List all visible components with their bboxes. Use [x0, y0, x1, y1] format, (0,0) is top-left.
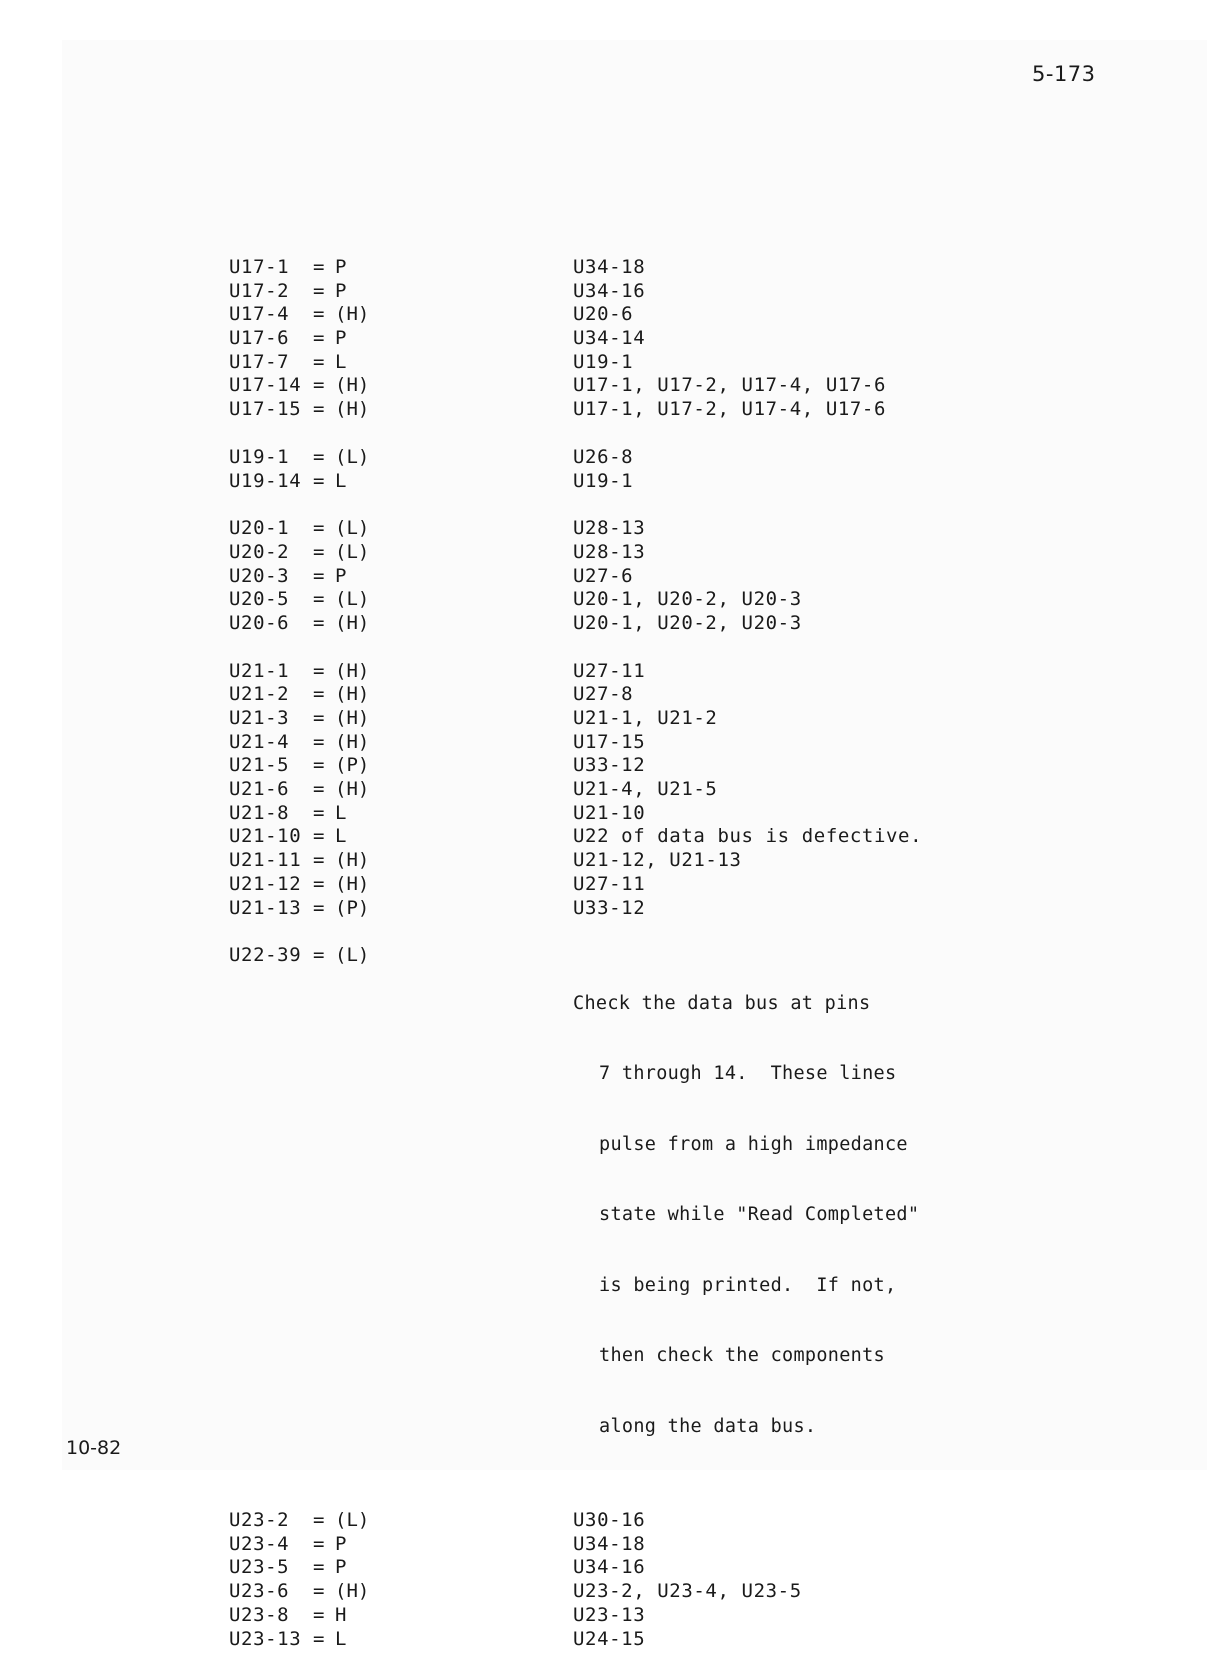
- pin-state: (P): [335, 896, 370, 919]
- pin-group-u20: [229, 517, 989, 635]
- pin-state: (H): [335, 849, 370, 872]
- equals-sign: =: [313, 872, 325, 895]
- equals-sign: =: [313, 303, 325, 326]
- equals-sign: =: [313, 374, 325, 397]
- table-row: [229, 897, 989, 921]
- pin-label: U17-6: [229, 327, 290, 350]
- equals-sign: =: [313, 517, 325, 540]
- pin-state: L: [335, 801, 347, 824]
- equals-sign: =: [313, 1532, 325, 1555]
- pin-group-u19: [229, 446, 989, 493]
- pin-label: U17-4: [229, 303, 290, 326]
- table-row: [229, 660, 989, 684]
- pin-label: U21-4: [229, 730, 290, 753]
- pin-label: U23-13: [229, 1627, 302, 1650]
- equals-sign: =: [313, 896, 325, 919]
- note-line: is being printed. If not,: [599, 1274, 897, 1296]
- pin-group-u17: [229, 256, 989, 422]
- connected-pins: U27-11: [573, 872, 646, 895]
- pin-label: U22-39: [229, 944, 302, 967]
- table-row: [229, 565, 989, 589]
- page-number: 5-173: [1032, 62, 1096, 86]
- connected-pins: U27-6: [573, 564, 634, 587]
- pin-label: U23-5: [229, 1556, 290, 1579]
- equals-sign: =: [313, 825, 325, 848]
- table-row: [229, 256, 989, 280]
- pin-label: U21-5: [229, 754, 290, 777]
- note-line: state while "Read Completed": [599, 1204, 920, 1226]
- equals-sign: =: [313, 445, 325, 468]
- table-row: [229, 398, 989, 422]
- connected-pins: U34-16: [573, 1556, 646, 1579]
- connected-pins: U28-13: [573, 517, 646, 540]
- pin-state: L: [335, 825, 347, 848]
- table-row: [229, 446, 989, 470]
- table-row: [229, 1533, 989, 1557]
- connected-pins: U34-18: [573, 1532, 646, 1555]
- pin-label: U17-15: [229, 398, 302, 421]
- pin-state: L: [335, 1627, 347, 1650]
- pin-state: P: [335, 564, 347, 587]
- pin-label: U17-1: [229, 256, 290, 278]
- table-row: [229, 849, 989, 873]
- pin-state: (H): [335, 659, 370, 682]
- table-row: [229, 778, 989, 802]
- note-line: pulse from a high impedance: [599, 1133, 908, 1155]
- pin-state: (H): [335, 707, 370, 729]
- pin-label: U21-3: [229, 707, 290, 729]
- note-line: Check the data bus at pins: [573, 992, 871, 1014]
- pin-label: U21-2: [229, 683, 290, 706]
- table-row: [229, 731, 989, 755]
- pin-label: U21-8: [229, 801, 290, 824]
- note-line: along the data bus.: [599, 1415, 817, 1437]
- pin-group-u22: [229, 944, 989, 1485]
- equals-sign: =: [313, 398, 325, 421]
- pin-label: U20-2: [229, 540, 290, 563]
- equals-sign: =: [313, 279, 325, 302]
- pin-label: U20-6: [229, 611, 290, 634]
- pin-state: (H): [335, 398, 370, 421]
- table-row: [229, 754, 989, 778]
- connected-pins: U20-1, U20-2, U20-3: [573, 611, 802, 634]
- equals-sign: =: [313, 849, 325, 872]
- pin-label: U20-3: [229, 564, 290, 587]
- equals-sign: =: [313, 944, 325, 967]
- table-row: [229, 374, 989, 398]
- pin-state: (L): [335, 517, 370, 540]
- connected-pins: U28-13: [573, 540, 646, 563]
- table-row: [229, 1556, 989, 1580]
- pin-label: U17-7: [229, 350, 290, 373]
- pin-state: (H): [335, 730, 370, 753]
- equals-sign: =: [313, 564, 325, 587]
- pin-state: (L): [335, 944, 370, 967]
- pin-label: U19-1: [229, 445, 290, 468]
- connected-pins: U21-4, U21-5: [573, 778, 718, 801]
- pin-label: U21-6: [229, 778, 290, 801]
- connected-pins: U20-1, U20-2, U20-3: [573, 588, 802, 611]
- pin-label: U20-1: [229, 517, 290, 540]
- equals-sign: =: [313, 1603, 325, 1626]
- table-row: [229, 1580, 989, 1604]
- connected-pins: U22 of data bus is defective.: [573, 825, 923, 848]
- pin-state: H: [335, 1603, 347, 1626]
- pin-state-table: [229, 256, 989, 1675]
- connected-pins: U34-18: [573, 256, 646, 278]
- table-row: [229, 707, 989, 731]
- pin-state: (H): [335, 374, 370, 397]
- pin-label: U23-4: [229, 1532, 290, 1555]
- pin-state: (H): [335, 303, 370, 326]
- table-row: [229, 612, 989, 636]
- equals-sign: =: [313, 350, 325, 373]
- connected-pins: U17-15: [573, 730, 646, 753]
- pin-group-u23: [229, 1509, 989, 1651]
- equals-sign: =: [313, 659, 325, 682]
- equals-sign: =: [313, 1556, 325, 1579]
- table-row: [229, 1628, 989, 1652]
- equals-sign: =: [313, 683, 325, 706]
- equals-sign: =: [313, 778, 325, 801]
- table-row: [229, 280, 989, 304]
- pin-state: (L): [335, 588, 370, 611]
- pin-state: (H): [335, 872, 370, 895]
- connected-pins: U26-8: [573, 445, 634, 468]
- pin-label: U21-1: [229, 659, 290, 682]
- pin-state: (P): [335, 754, 370, 777]
- equals-sign: =: [313, 801, 325, 824]
- pin-label: U21-12: [229, 872, 302, 895]
- pin-state: (L): [335, 540, 370, 563]
- footer-date-code: 10-82: [66, 1437, 122, 1459]
- note-line: then check the components: [599, 1345, 885, 1367]
- table-row: [229, 683, 989, 707]
- connected-pins: U20-6: [573, 303, 634, 326]
- pin-state: L: [335, 350, 347, 373]
- pin-label: U19-14: [229, 469, 302, 492]
- equals-sign: =: [313, 754, 325, 777]
- connected-pins: U19-1: [573, 350, 634, 373]
- pin-label: U23-6: [229, 1580, 290, 1603]
- table-row: [229, 588, 989, 612]
- equals-sign: =: [313, 327, 325, 350]
- connected-pins: U19-1: [573, 469, 634, 492]
- pin-state: (H): [335, 778, 370, 801]
- equals-sign: =: [313, 469, 325, 492]
- pin-label: U23-8: [229, 1603, 290, 1626]
- table-row: [229, 541, 989, 565]
- connected-pins: U27-8: [573, 683, 634, 706]
- table-row: [229, 944, 989, 1485]
- equals-sign: =: [313, 730, 325, 753]
- table-row: [229, 1604, 989, 1628]
- connected-pins: U24-15: [573, 1627, 646, 1650]
- pin-state: P: [335, 1556, 347, 1579]
- pin-label: U17-2: [229, 279, 290, 302]
- pin-label: U21-13: [229, 896, 302, 919]
- connected-pins: U21-10: [573, 801, 646, 824]
- table-row: [229, 1509, 989, 1533]
- pin-label: U17-14: [229, 374, 302, 397]
- equals-sign: =: [313, 588, 325, 611]
- connected-pins: U34-14: [573, 327, 646, 350]
- pin-label: U21-10: [229, 825, 302, 848]
- table-row: [229, 517, 989, 541]
- pin-state: (H): [335, 1580, 370, 1603]
- table-row: [229, 351, 989, 375]
- table-row: [229, 873, 989, 897]
- pin-label: U20-5: [229, 588, 290, 611]
- pin-state: (L): [335, 445, 370, 468]
- equals-sign: =: [313, 1509, 325, 1532]
- pin-state: P: [335, 327, 347, 350]
- equals-sign: =: [313, 707, 325, 729]
- note-line: 7 through 14. These lines: [599, 1063, 897, 1085]
- pin-label: U23-2: [229, 1509, 290, 1532]
- pin-group-u21: [229, 660, 989, 921]
- equals-sign: =: [313, 256, 325, 278]
- table-row: [229, 825, 989, 849]
- connected-pins: U33-12: [573, 754, 646, 777]
- connected-pins: U21-12, U21-13: [573, 849, 742, 872]
- connected-pins: U17-1, U17-2, U17-4, U17-6: [573, 398, 887, 421]
- connected-pins: U21-1, U21-2: [573, 707, 718, 729]
- equals-sign: =: [313, 1627, 325, 1650]
- connected-pins: U27-11: [573, 659, 646, 682]
- connected-pins: U30-16: [573, 1509, 646, 1532]
- pin-state: P: [335, 1532, 347, 1555]
- table-row: [229, 327, 989, 351]
- table-row: [229, 802, 989, 826]
- equals-sign: =: [313, 611, 325, 634]
- connected-pins: U17-1, U17-2, U17-4, U17-6: [573, 374, 887, 397]
- equals-sign: =: [313, 540, 325, 563]
- pin-state: L: [335, 469, 347, 492]
- equals-sign: =: [313, 1580, 325, 1603]
- connected-pins: U33-12: [573, 896, 646, 919]
- table-row: [229, 470, 989, 494]
- troubleshooting-note: [573, 944, 919, 1485]
- connected-pins: U23-13: [573, 1603, 646, 1626]
- table-row: [229, 303, 989, 327]
- pin-state: (L): [335, 1509, 370, 1532]
- pin-label: U21-11: [229, 849, 302, 872]
- connected-pins: U23-2, U23-4, U23-5: [573, 1580, 802, 1603]
- connected-pins: U34-16: [573, 279, 646, 302]
- pin-state: (H): [335, 611, 370, 634]
- pin-state: P: [335, 256, 347, 278]
- pin-state: P: [335, 279, 347, 302]
- pin-state: (H): [335, 683, 370, 706]
